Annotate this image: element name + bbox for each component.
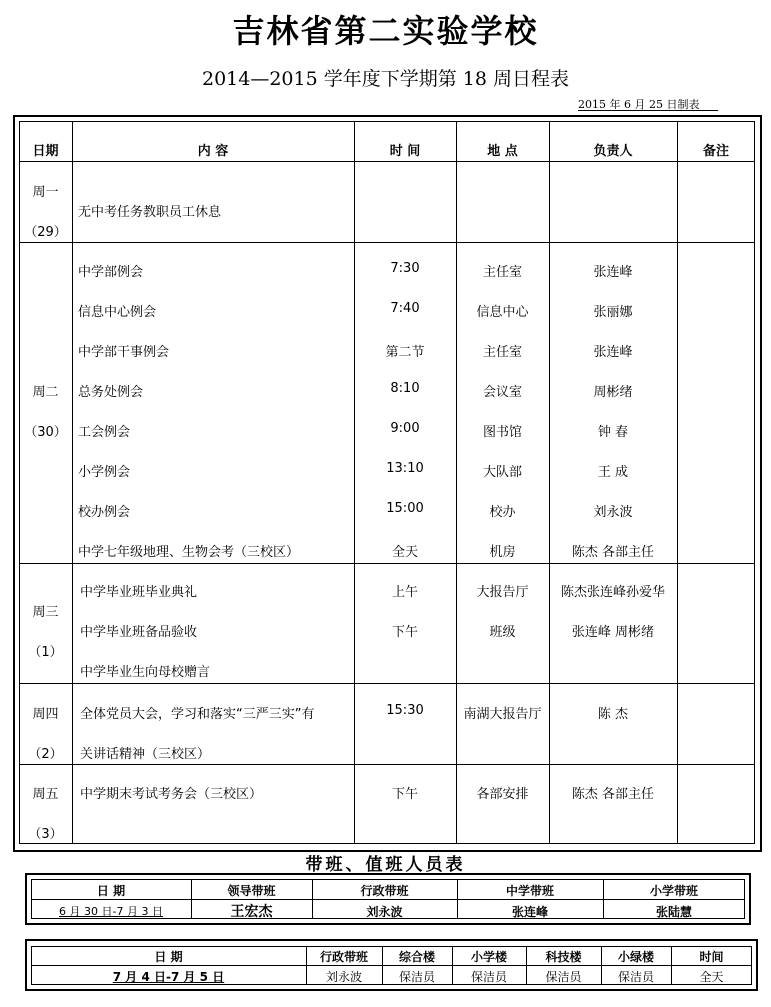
- event-person: 陈杰 各部主任: [571, 545, 655, 560]
- event-person: 钟 春: [597, 425, 629, 440]
- event-person: 张连峰: [593, 265, 633, 280]
- row-divider: [19, 161, 755, 162]
- event-place: 各部安排: [476, 787, 529, 802]
- event-content: 中学毕业班备品验收: [80, 625, 198, 640]
- event-place: 主任室: [482, 345, 522, 360]
- event-content: 信息中心例会: [78, 305, 157, 320]
- event-person: 张连峰 周彬绪: [571, 625, 655, 640]
- row-divider: [31, 965, 752, 966]
- event-person: 陈 杰: [597, 707, 629, 722]
- event-place: 大队部: [482, 465, 522, 480]
- duty-header-middle: 中学带班: [505, 884, 554, 898]
- header-place: 地 点: [487, 144, 518, 159]
- row-divider: [19, 683, 755, 684]
- event-place: 大报告厅: [476, 585, 529, 600]
- weekend-tech-bldg: 保洁员: [545, 970, 582, 984]
- event-content: 无中考任务教职员工休息: [78, 205, 222, 220]
- event-time: 下午: [391, 625, 418, 640]
- event-time: 第二节: [385, 345, 425, 360]
- weekend-header-date: 日 期: [154, 950, 183, 964]
- event-time: 15:00: [386, 501, 424, 516]
- header-date: 日期: [32, 144, 59, 159]
- day-date: （1）: [28, 645, 63, 660]
- page-subtitle: 2014—2015 学年度下学期第 18 周日程表: [201, 68, 569, 90]
- weekend-time: 全天: [699, 970, 724, 984]
- day-label: 周二: [32, 385, 59, 400]
- duty-header-primary: 小学带班: [649, 884, 698, 898]
- weekend-header-complex: 综合楼: [398, 950, 435, 964]
- weekend-admin: 刘永波: [325, 970, 362, 984]
- event-time: 全天: [391, 545, 418, 560]
- event-place: 南湖大报告厅: [463, 707, 542, 722]
- schedule-table: [19, 121, 755, 844]
- event-person: 张丽娜: [593, 305, 633, 320]
- event-person: 王 成: [597, 465, 629, 480]
- day-label: 周一: [32, 185, 59, 200]
- header-time: 时 间: [389, 144, 421, 159]
- event-content: 中学部例会: [78, 265, 144, 280]
- column-divider: [456, 121, 457, 844]
- header-remark: 备注: [702, 144, 729, 159]
- day-date: （29）: [24, 225, 67, 240]
- event-content: 关讲话精神（三校区）: [80, 747, 211, 762]
- event-content: 中学毕业生向母校赠言: [80, 665, 211, 680]
- event-content: 中学七年级地理、生物会考（三校区）: [78, 545, 300, 560]
- event-person: 陈杰张连峰孙爱华: [560, 585, 665, 600]
- event-time: 7:30: [390, 261, 420, 276]
- weekend-green-bldg: 保洁员: [617, 970, 654, 984]
- header-content: 内 容: [197, 144, 229, 159]
- event-place: 机房: [489, 545, 516, 560]
- duty-primary: 张陆慧: [655, 905, 692, 919]
- duty-header-leader: 领导带班: [227, 884, 276, 898]
- event-place: 班级: [489, 625, 516, 640]
- event-content: 工会例会: [78, 425, 131, 440]
- duty-header-admin: 行政带班: [360, 884, 409, 898]
- event-content: 全体党员大会，学习和落实“三严三实”有: [80, 707, 315, 722]
- duty-table-title: 带班、值班人员表: [305, 855, 466, 875]
- weekend-header-time: 时间: [699, 950, 724, 964]
- page-title: 吉林省第二实验学校: [232, 12, 539, 50]
- event-place: 信息中心: [476, 305, 529, 320]
- made-date-underline: [578, 110, 718, 111]
- event-time: 13:10: [386, 461, 424, 476]
- event-person: 周彬绪: [593, 385, 633, 400]
- duty-middle: 张连峰: [511, 905, 548, 919]
- made-date: 2015 年 6 月 25 日制表: [578, 98, 700, 111]
- event-content: 中学部干事例会: [78, 345, 170, 360]
- day-date: （30）: [24, 425, 67, 440]
- event-place: 校办: [489, 505, 516, 520]
- column-divider: [354, 121, 355, 844]
- duty-header-date: 日 期: [96, 884, 126, 898]
- event-person: 刘永波: [593, 505, 633, 520]
- weekend-header-tech-bldg: 科技楼: [545, 950, 582, 964]
- duty-date: 6 月 30 日-7 月 3 日: [59, 905, 163, 918]
- event-person: 陈杰 各部主任: [571, 787, 655, 802]
- event-person: 张连峰: [593, 345, 633, 360]
- event-time: 15:30: [386, 703, 424, 718]
- row-divider: [19, 242, 755, 243]
- event-place: 会议室: [482, 385, 522, 400]
- column-divider: [72, 121, 73, 844]
- header-person: 负责人: [593, 144, 633, 159]
- event-content: 中学期末考试考务会（三校区）: [80, 787, 263, 802]
- weekend-date: 7 月 4 日-7 月 5 日: [112, 970, 225, 984]
- event-time: 下午: [391, 787, 418, 802]
- day-label: 周四: [32, 707, 59, 722]
- event-place: 主任室: [482, 265, 522, 280]
- row-divider: [31, 899, 745, 900]
- day-label: 周五: [32, 787, 59, 802]
- event-content: 总务处例会: [78, 385, 144, 400]
- day-date: （3）: [28, 827, 63, 842]
- weekend-header-admin: 行政带班: [319, 950, 368, 964]
- column-divider: [549, 121, 550, 844]
- row-divider: [19, 563, 755, 564]
- weekend-header-green-bldg: 小绿楼: [617, 950, 654, 964]
- row-divider: [19, 764, 755, 765]
- event-content: 小学例会: [78, 465, 131, 480]
- duty-admin: 刘永波: [366, 905, 403, 919]
- event-time: 9:00: [390, 421, 420, 436]
- event-content: 校办例会: [78, 505, 131, 520]
- column-divider: [677, 121, 678, 844]
- event-time: 8:10: [390, 381, 420, 396]
- weekend-header-primary-bldg: 小学楼: [470, 950, 507, 964]
- duty-leader: 王宏杰: [230, 904, 273, 920]
- day-label: 周三: [32, 605, 59, 620]
- day-date: （2）: [28, 747, 63, 762]
- event-place: 图书馆: [482, 425, 522, 440]
- weekend-complex: 保洁员: [398, 970, 435, 984]
- event-time: 7:40: [390, 301, 420, 316]
- weekend-primary-bldg: 保洁员: [470, 970, 507, 984]
- event-content: 中学毕业班毕业典礼: [80, 585, 198, 600]
- event-time: 上午: [391, 585, 418, 600]
